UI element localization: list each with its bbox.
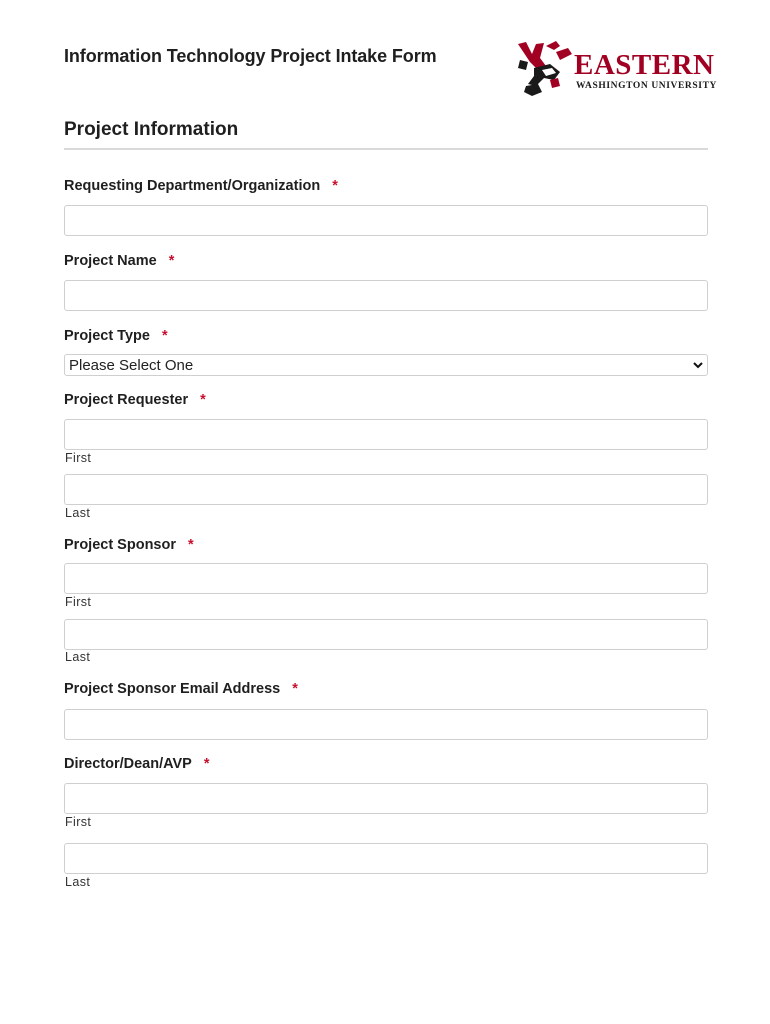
sponsor-last-input[interactable] bbox=[64, 619, 708, 650]
sponsor-email-label-text: Project Sponsor Email Address bbox=[64, 681, 281, 697]
project-type-label bbox=[64, 328, 168, 344]
logo-wordmark: EASTERN bbox=[574, 49, 715, 81]
sponsor-email-input[interactable] bbox=[64, 709, 708, 740]
chevron-down-icon bbox=[692, 359, 704, 371]
sponsor-first-input[interactable] bbox=[64, 563, 708, 594]
required-marker: * bbox=[332, 178, 338, 194]
sponsor-label-text: Project Sponsor bbox=[64, 537, 176, 553]
director-first-input[interactable] bbox=[64, 783, 708, 814]
required-marker: * bbox=[161, 328, 168, 344]
logo-subtitle: WASHINGTON UNIVERSITY bbox=[576, 81, 717, 91]
eastern-washington-logo bbox=[516, 40, 720, 98]
director-last-input[interactable] bbox=[64, 843, 708, 874]
director-label-text: Director/Dean/AVP bbox=[64, 756, 192, 772]
department-label bbox=[64, 178, 338, 194]
project-name-label bbox=[64, 253, 174, 269]
requester-last-input[interactable] bbox=[64, 474, 708, 505]
project-type-select[interactable] bbox=[64, 354, 708, 376]
sponsor-last-sublabel: Last bbox=[65, 650, 91, 664]
requester-label-text: Project Requester bbox=[64, 392, 189, 408]
project-name-input[interactable] bbox=[64, 280, 708, 311]
requester-last-sublabel: Last bbox=[65, 506, 91, 520]
requester-label bbox=[64, 392, 206, 408]
required-marker: * bbox=[188, 537, 194, 553]
eagle-icon bbox=[516, 40, 574, 98]
required-marker: * bbox=[168, 253, 175, 269]
director-label bbox=[64, 756, 210, 772]
director-first-sublabel: First bbox=[65, 815, 92, 829]
required-marker: * bbox=[200, 392, 206, 408]
section-title: Project Information bbox=[64, 119, 239, 140]
requester-first-input[interactable] bbox=[64, 419, 708, 450]
director-last-sublabel: Last bbox=[65, 875, 91, 889]
project-type-label-text: Project Type bbox=[64, 328, 150, 344]
form-title: Information Technology Project Intake Form bbox=[64, 46, 437, 66]
required-marker: * bbox=[203, 756, 210, 772]
section-divider bbox=[64, 148, 708, 150]
sponsor-label bbox=[64, 537, 194, 553]
project-type-selected-value: Please Select One bbox=[69, 357, 194, 374]
sponsor-first-sublabel: First bbox=[65, 595, 92, 609]
sponsor-email-label bbox=[64, 681, 298, 697]
required-marker: * bbox=[292, 681, 298, 697]
department-input[interactable] bbox=[64, 205, 708, 236]
project-name-label-text: Project Name bbox=[64, 253, 157, 269]
requester-first-sublabel: First bbox=[65, 451, 92, 465]
department-label-text: Requesting Department/Organization bbox=[64, 178, 321, 194]
